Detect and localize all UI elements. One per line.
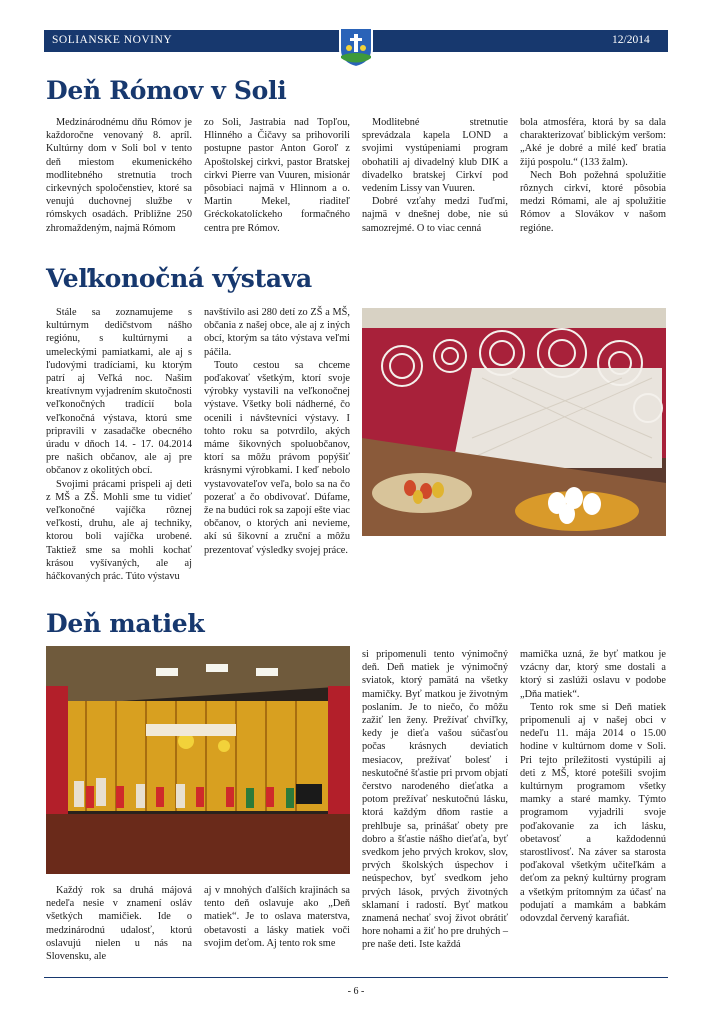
matiek-column-1 bbox=[46, 884, 192, 963]
matiek-paragraph: Každý rok sa druhá májová nedeľa nesie v znamení osláv všetkých mamičiek. Ide o medzinárodnú udalosť, ktorú oslavujú nielen u nás na Slovensku, ale bbox=[46, 885, 192, 963]
romov-paragraph: zo Soli, Jastrabia nad Topľou, Hlinného a Čičavy sa prihovorili postupne pastor Anton Goroľ z Apoštolskej cirkvi, pastor Bratskej cirkvi Pierre van Vuuren, misionár pôsobiaci najmä v Hlinnom a o. Martin Mekel, riaditeľ Gréckokatolíckeho formačného centra pre Rómov. bbox=[204, 117, 350, 234]
vystava-paragraph: Stále sa zoznamujeme s kultúrnym dedičstvom nášho regiónu, s kultúrnymi a umeleckými pamiatkami, ale aj s ľudovými tradíciami, ku ktorým patrí aj Veľká noc. Našim kreatívnym vyjadrením skutočnosti veľkonočných tradícií bola veľkonočná výstava, ktorú sme pripravili v zasadačke obecného úradu v dňoch 14. - 17. 04.2014 pre našich občanov, ale aj pre občanov z okolitých obcí. bbox=[46, 307, 192, 477]
article-title-matiek: Deň matiek bbox=[46, 609, 205, 638]
vystava-column-2 bbox=[204, 306, 350, 557]
matiek-column-2 bbox=[204, 884, 350, 950]
romov-paragraph: Modlitebné stretnutie sprevádzala kapela LOND a svojimi vystúpeniami program obohatili aj divadelný klub DIK a divadelko bratskej Cirkví pod vedením Lissy van Vuuren. bbox=[362, 117, 508, 195]
romov-paragraph: Dobré vzťahy medzi ľuďmi, najmä v dnešnej dobe, nie sú samozrejmé. O to viac cenná bbox=[362, 196, 508, 234]
page-number: - 6 - bbox=[347, 986, 365, 997]
article-title-romov: Deň Rómov v Soli bbox=[46, 76, 287, 105]
romov-column-2 bbox=[204, 116, 350, 235]
issue-number: 12/2014 bbox=[612, 34, 650, 46]
matiek-column-4 bbox=[520, 648, 666, 925]
romov-paragraph: bola atmosféra, ktorá by sa dala charakterizovať biblickým veršom: „Aké je dobré a milé keď bratia žijú pospolu.“ (133 žalm). bbox=[520, 117, 666, 168]
romov-column-4 bbox=[520, 116, 666, 235]
vystava-paragraph: navštívilo asi 280 detí zo ZŠ a MŠ, občania z našej obce, ale aj z iných obcí, ktorým sa táto výstava veľmi páčila. bbox=[204, 307, 350, 358]
romov-column-3 bbox=[362, 116, 508, 235]
matiek-paragraph: mamička uzná, že byť matkou je vzácny dar, ktorý sme dostali a ktorý si zaslúži oslavu v podobe „Dňa matiek“. bbox=[520, 649, 666, 700]
matiek-paragraph: aj v mnohých ďalších krajinách sa tento deň oslavuje ako „Deň matiek“. Je to oslava materstva, obetavosti a lásky matiek voči svojim deťom. Aj tento rok sme bbox=[204, 885, 350, 949]
romov-paragraph: Medzinárodnému dňu Rómov je každoročne venovaný 8. apríl. Kultúrny dom v Soli bol v tento deň miestom ekumenického modlitebného stretnutia troch cirkevných spoločenstiev, ktoré sa venujú duchovnej službe v rómskych osadách. Približne 250 zhromaždeným, najmä Rómom bbox=[46, 117, 192, 234]
publication-name: SOLIANSKE NOVINY bbox=[52, 34, 173, 46]
footer-rule bbox=[44, 977, 668, 978]
romov-column-1 bbox=[46, 116, 192, 235]
article-title-vystava: Veľkonočná výstava bbox=[46, 264, 312, 293]
romov-paragraph: Nech Boh požehná spolužitie rôznych cirkví, ktoré pôsobia medzi Rómami, ale aj spolužitie Rómov a Slovákov v našom regióne. bbox=[520, 169, 666, 234]
village-coat-of-arms-icon bbox=[338, 26, 374, 68]
matiek-paragraph: Tento rok sme si Deň matiek pripomenuli aj v našej obci v nedeľu 11. mája 2014 o 15.00 hodine v kultúrnom dome v Soli. Pri tejto príležitosti vystúpili aj deti z MŠ, ktoré potešili svojim kultúrnym programom všetky mamky a staré mamky. Týmto programom vyjadrili svoje poďakovanie za ich lásku, obetavosť a každodennú starostlivosť. Na záver sa starosta poďakoval všetkým učiteľkám a deťom za pekný kultúrny program a všetkým prítomným za účasť na podujatí a mamkám a babkám odovzdal červený karafiát. bbox=[520, 701, 666, 925]
vystava-paragraph: Touto cestou sa chceme poďakovať všetkým, ktorí svoje výrobky vystavili na veľkonočnej výstave. Všetky boli nádherné, čo ocenili i návštevníci výstavy. I tohto roku sa potvrdilo, akých máme šikovných spoluobčanov, ktorí sa môžu právom popýšiť krásnymi výrobkami. I keď nebolo vystavovateľov veľa, bolo sa na čo pozerať a čo obdivovať. Dúfame, že na budúci rok sa zapojí ešte viac občanov, o ktorých ani nevieme, akí sú šikovní a zruční a môžu prezentovať výsledky svojej práce. bbox=[204, 359, 350, 556]
mothers-day-stage-photo bbox=[46, 646, 350, 874]
vystava-paragraph: Svojimi prácami prispeli aj deti z MŠ a ZŠ. Mohli sme tu vidieť veľkonočné vajíčka rôznej veľkosti, druhu, ale aj techniky, ktorou boli vajíčka urobené. Taktiež sme sa mohli kochať krásou vyšívaných, ale aj háčkovaných prác. Túto výstavu bbox=[46, 478, 192, 583]
easter-exhibition-lace-photo bbox=[362, 308, 666, 536]
matiek-column-3 bbox=[362, 648, 508, 952]
matiek-paragraph: si pripomenuli tento výnimočný deň. Deň matiek je výnimočný sviatok, ktorý pamätá na všetky mamičky. Byť matkou je životným poslaním. Je to niečo, čo môžu zažiť len ženy. Prežívať chvíľky, kedy je dieťa vašou súčasťou počas krásnych deviatich mesiacov, prežívať bolesť i neskutočné šťastie pri prvom objatí čerstvo narodeného dieťatka a potom prežívať neskutočnú lásku, ktorá každým dňom rastie a prehlbuje sa, prinášať obety pre dobro a šťastie nášho dieťaťa, byť svedkom jeho prvých krokov, slov, prvých školských úspechov i neúspechov, byť svedkom jeho prvých lások, prvých životných sklamaní i radostí. Byť matkou znamená nechať svoj život obrátiť hore nohami a žiť ho pre druhých – pre naše deti. Iste každá bbox=[362, 649, 508, 951]
vystava-column-1 bbox=[46, 306, 192, 583]
